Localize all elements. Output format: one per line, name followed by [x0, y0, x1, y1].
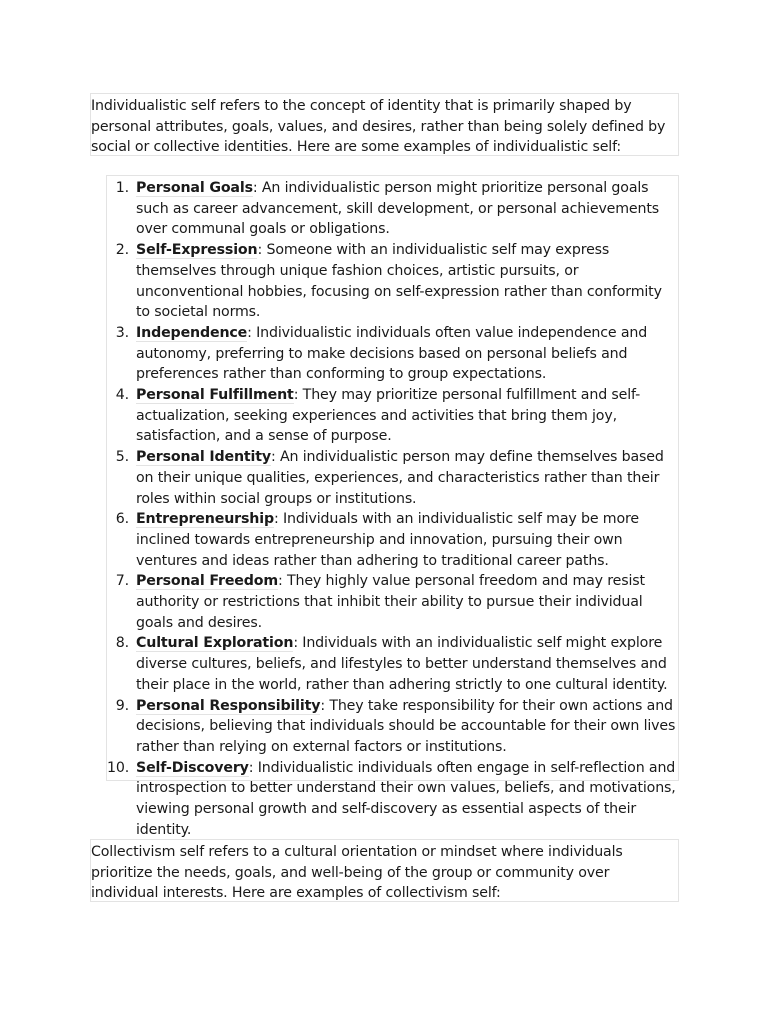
list-item — [107, 178, 678, 240]
list-item-text: : Individuals with an individualistic self might explore diverse cultures, beliefs, and lifestyles to better understand themselves and their place in the world, rather than adhering strictly to one cultural identity. — [136, 635, 668, 693]
list-item — [107, 240, 678, 323]
list-item-text: : An individualistic person might prioritize personal goals such as career advancement, skill development, or personal achievements over communal goals or obligations. — [136, 180, 660, 238]
list-item-number: 7. — [115, 573, 129, 590]
list-item-number: 2. — [115, 242, 129, 259]
list-item-number: 9. — [115, 697, 129, 714]
list-item-text: : They highly value personal freedom and may resist authority or restrictions that inhibit their ability to pursue their individual goals and desires. — [136, 573, 645, 631]
list-item — [107, 758, 678, 841]
collectivism-intro-text: Collectivism self refers to a cultural orientation or mindset where individuals prioritize the needs, goals, and well-being of the group or community over individual interests. Here are examples of collectivism self: — [91, 844, 623, 902]
list-item-text: : An individualistic person may define themselves based on their unique qualities, experiences, and characteristics rather than their roles within social groups or institutions. — [136, 449, 664, 507]
list-item — [107, 509, 678, 571]
list-item — [107, 633, 678, 695]
collectivism-intro-paragraph — [90, 839, 679, 902]
individualistic-intro-paragraph — [90, 93, 679, 156]
list-item — [107, 696, 678, 758]
list-item-number: 10. — [107, 759, 130, 776]
list-item-term: Self-Expression — [136, 242, 258, 259]
list-item-text: : They take responsibility for their own actions and decisions, believing that individuals should be accountable for their own lives rather than relying on external factors or institutions. — [136, 697, 676, 755]
list-item — [107, 323, 678, 385]
individualistic-examples-list — [106, 175, 679, 838]
individualistic-intro-text: Individualistic self refers to the concept of identity that is primarily shaped by personal attributes, goals, values, and desires, rather than being solely defined by social or collective identities. Here are some examples of individualistic self: — [91, 98, 666, 156]
list-item-text: : Individualistic individuals often value independence and autonomy, preferring to make decisions based on personal beliefs and preferences rather than conforming to group expectations. — [136, 324, 648, 383]
list-item — [107, 571, 678, 633]
list-item-text: : They may prioritize personal fulfillment and self-actualization, seeking experiences and activities that bring them joy, satisfaction, and a sense of purpose. — [136, 387, 641, 445]
list-item — [107, 447, 678, 509]
list-item-number: 8. — [115, 635, 129, 652]
list-item-number: 5. — [115, 449, 129, 466]
list-item-term: Self-Discovery — [136, 759, 249, 776]
list-item-number: 6. — [115, 511, 129, 528]
list-item-term: Cultural Exploration — [136, 635, 294, 652]
list-item-term: Personal Identity — [136, 449, 271, 466]
list-item-text: : Individualistic individuals often engage in self-reflection and introspection to better understand their own values, beliefs, and motivations, viewing personal growth and self-discovery as essential aspects of their identity. — [136, 759, 676, 838]
list-item-text: : Individuals with an individualistic self may be more inclined towards entrepreneurship and innovation, pursuing their own ventures and ideas rather than adhering to traditional career paths. — [136, 511, 639, 569]
list-item-term: Personal Responsibility — [136, 697, 321, 714]
list-item-term: Independence — [136, 324, 248, 341]
list-item-term: Personal Goals — [136, 180, 253, 196]
list-item-number: 3. — [115, 324, 129, 341]
list-item-number: 1. — [115, 180, 129, 196]
list-item-term: Personal Fulfillment — [136, 387, 294, 404]
list-item-number: 4. — [115, 387, 129, 404]
list-item — [107, 385, 678, 447]
list-item-text: : Someone with an individualistic self may express themselves through unique fashion choices, artistic pursuits, or unconventional hobbies, focusing on self-expression rather than conformity to societal norms. — [136, 242, 662, 321]
list-item-term: Personal Freedom — [136, 573, 278, 590]
list-item-term: Entrepreneurship — [136, 511, 274, 528]
